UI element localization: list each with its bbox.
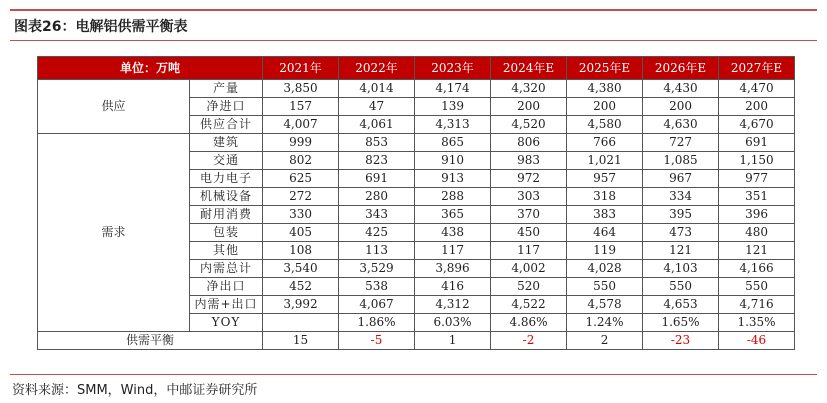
value-cell: 691: [719, 134, 795, 152]
value-cell: 4,007: [263, 116, 339, 134]
year-header: 2025年E: [567, 57, 643, 80]
balance-row: [38, 332, 795, 350]
row-label: 供应合计: [190, 116, 263, 134]
value-cell: 766: [567, 134, 643, 152]
value-cell: 1,150: [719, 152, 795, 170]
value-cell: 200: [643, 98, 719, 116]
value-cell: 972: [491, 170, 567, 188]
balance-value: -2: [491, 332, 567, 350]
value-cell: 121: [719, 242, 795, 260]
balance-value: 2: [567, 332, 643, 350]
value-cell: 1.24%: [567, 314, 643, 332]
figure-title: 图表26：电解铝供需平衡表: [14, 19, 188, 35]
value-cell: 4,028: [567, 260, 643, 278]
row-label: 交通: [190, 152, 263, 170]
value-cell: 727: [643, 134, 719, 152]
value-cell: 318: [567, 188, 643, 206]
value-cell: 157: [263, 98, 339, 116]
unit-label: 单位：万吨: [38, 57, 263, 80]
value-cell: 913: [415, 170, 491, 188]
value-cell: 4.86%: [491, 314, 567, 332]
value-cell: [263, 314, 339, 332]
value-cell: 1.35%: [719, 314, 795, 332]
value-cell: 370: [491, 206, 567, 224]
value-cell: 200: [719, 98, 795, 116]
row-label: YOY: [190, 314, 263, 332]
value-cell: 139: [415, 98, 491, 116]
header-row: [38, 57, 795, 80]
value-cell: 480: [719, 224, 795, 242]
value-cell: 4,522: [491, 296, 567, 314]
value-cell: 200: [491, 98, 567, 116]
value-cell: 3,850: [263, 80, 339, 98]
value-cell: 4,470: [719, 80, 795, 98]
year-header: 2026年E: [643, 57, 719, 80]
value-cell: 3,896: [415, 260, 491, 278]
value-cell: 910: [415, 152, 491, 170]
value-cell: 4,716: [719, 296, 795, 314]
year-header: 2024年E: [491, 57, 567, 80]
value-cell: 416: [415, 278, 491, 296]
value-cell: 4,630: [643, 116, 719, 134]
value-cell: 303: [491, 188, 567, 206]
value-cell: 121: [643, 242, 719, 260]
value-cell: 550: [643, 278, 719, 296]
balance-value: -5: [339, 332, 415, 350]
row-label: 产量: [190, 80, 263, 98]
value-cell: 200: [567, 98, 643, 116]
value-cell: 983: [491, 152, 567, 170]
year-header: 2027年E: [719, 57, 795, 80]
value-cell: 4,578: [567, 296, 643, 314]
value-cell: 4,653: [643, 296, 719, 314]
value-cell: 365: [415, 206, 491, 224]
value-cell: 334: [643, 188, 719, 206]
value-cell: 4,061: [339, 116, 415, 134]
row-label: 内需+出口: [190, 296, 263, 314]
value-cell: 425: [339, 224, 415, 242]
value-cell: 6.03%: [415, 314, 491, 332]
value-cell: 977: [719, 170, 795, 188]
demand-group-label: 需求: [38, 134, 190, 332]
value-cell: 691: [339, 170, 415, 188]
value-cell: 395: [643, 206, 719, 224]
balance-table: [37, 56, 795, 350]
value-cell: 383: [567, 206, 643, 224]
table-row: [38, 134, 795, 152]
footer-rule: [10, 374, 817, 375]
value-cell: 1,021: [567, 152, 643, 170]
value-cell: 4,430: [643, 80, 719, 98]
row-label: 内需总计: [190, 260, 263, 278]
row-label: 耐用消费: [190, 206, 263, 224]
value-cell: 117: [415, 242, 491, 260]
value-cell: 1.86%: [339, 314, 415, 332]
balance-value: 15: [263, 332, 339, 350]
value-cell: 452: [263, 278, 339, 296]
value-cell: 119: [567, 242, 643, 260]
row-label: 净进口: [190, 98, 263, 116]
table-row: [38, 80, 795, 98]
value-cell: 853: [339, 134, 415, 152]
value-cell: 1.65%: [643, 314, 719, 332]
top-rule: [10, 9, 817, 11]
value-cell: 4,166: [719, 260, 795, 278]
balance-value: -23: [643, 332, 719, 350]
value-cell: 4,312: [415, 296, 491, 314]
row-label: 建筑: [190, 134, 263, 152]
value-cell: 538: [339, 278, 415, 296]
year-header: 2023年: [415, 57, 491, 80]
value-cell: 3,529: [339, 260, 415, 278]
value-cell: 550: [719, 278, 795, 296]
value-cell: 4,103: [643, 260, 719, 278]
value-cell: 3,992: [263, 296, 339, 314]
value-cell: 999: [263, 134, 339, 152]
year-header: 2022年: [339, 57, 415, 80]
value-cell: 405: [263, 224, 339, 242]
value-cell: 4,520: [491, 116, 567, 134]
value-cell: 4,580: [567, 116, 643, 134]
row-label: 净出口: [190, 278, 263, 296]
value-cell: 550: [567, 278, 643, 296]
value-cell: 113: [339, 242, 415, 260]
balance-label: 供需平衡: [38, 332, 263, 350]
title-rule: [10, 40, 817, 41]
value-cell: 280: [339, 188, 415, 206]
value-cell: 450: [491, 224, 567, 242]
value-cell: 351: [719, 188, 795, 206]
value-cell: 4,670: [719, 116, 795, 134]
source-note: 资料来源：SMM，Wind，中邮证券研究所: [12, 383, 258, 398]
value-cell: 4,313: [415, 116, 491, 134]
value-cell: 473: [643, 224, 719, 242]
supply-group-label: 供应: [38, 80, 190, 134]
value-cell: 4,320: [491, 80, 567, 98]
value-cell: 625: [263, 170, 339, 188]
value-cell: 1,085: [643, 152, 719, 170]
value-cell: 330: [263, 206, 339, 224]
balance-value: -46: [719, 332, 795, 350]
value-cell: 396: [719, 206, 795, 224]
value-cell: 823: [339, 152, 415, 170]
value-cell: 438: [415, 224, 491, 242]
value-cell: 343: [339, 206, 415, 224]
value-cell: 4,380: [567, 80, 643, 98]
value-cell: 4,014: [339, 80, 415, 98]
value-cell: 272: [263, 188, 339, 206]
value-cell: 4,002: [491, 260, 567, 278]
value-cell: 806: [491, 134, 567, 152]
value-cell: 4,067: [339, 296, 415, 314]
value-cell: 957: [567, 170, 643, 188]
value-cell: 4,174: [415, 80, 491, 98]
balance-value: 1: [415, 332, 491, 350]
row-label: 包装: [190, 224, 263, 242]
value-cell: 802: [263, 152, 339, 170]
value-cell: 464: [567, 224, 643, 242]
row-label: 电力电子: [190, 170, 263, 188]
value-cell: 3,540: [263, 260, 339, 278]
row-label: 机械设备: [190, 188, 263, 206]
value-cell: 108: [263, 242, 339, 260]
value-cell: 865: [415, 134, 491, 152]
value-cell: 47: [339, 98, 415, 116]
row-label: 其他: [190, 242, 263, 260]
year-header: 2021年: [263, 57, 339, 80]
value-cell: 520: [491, 278, 567, 296]
value-cell: 117: [491, 242, 567, 260]
value-cell: 288: [415, 188, 491, 206]
value-cell: 967: [643, 170, 719, 188]
